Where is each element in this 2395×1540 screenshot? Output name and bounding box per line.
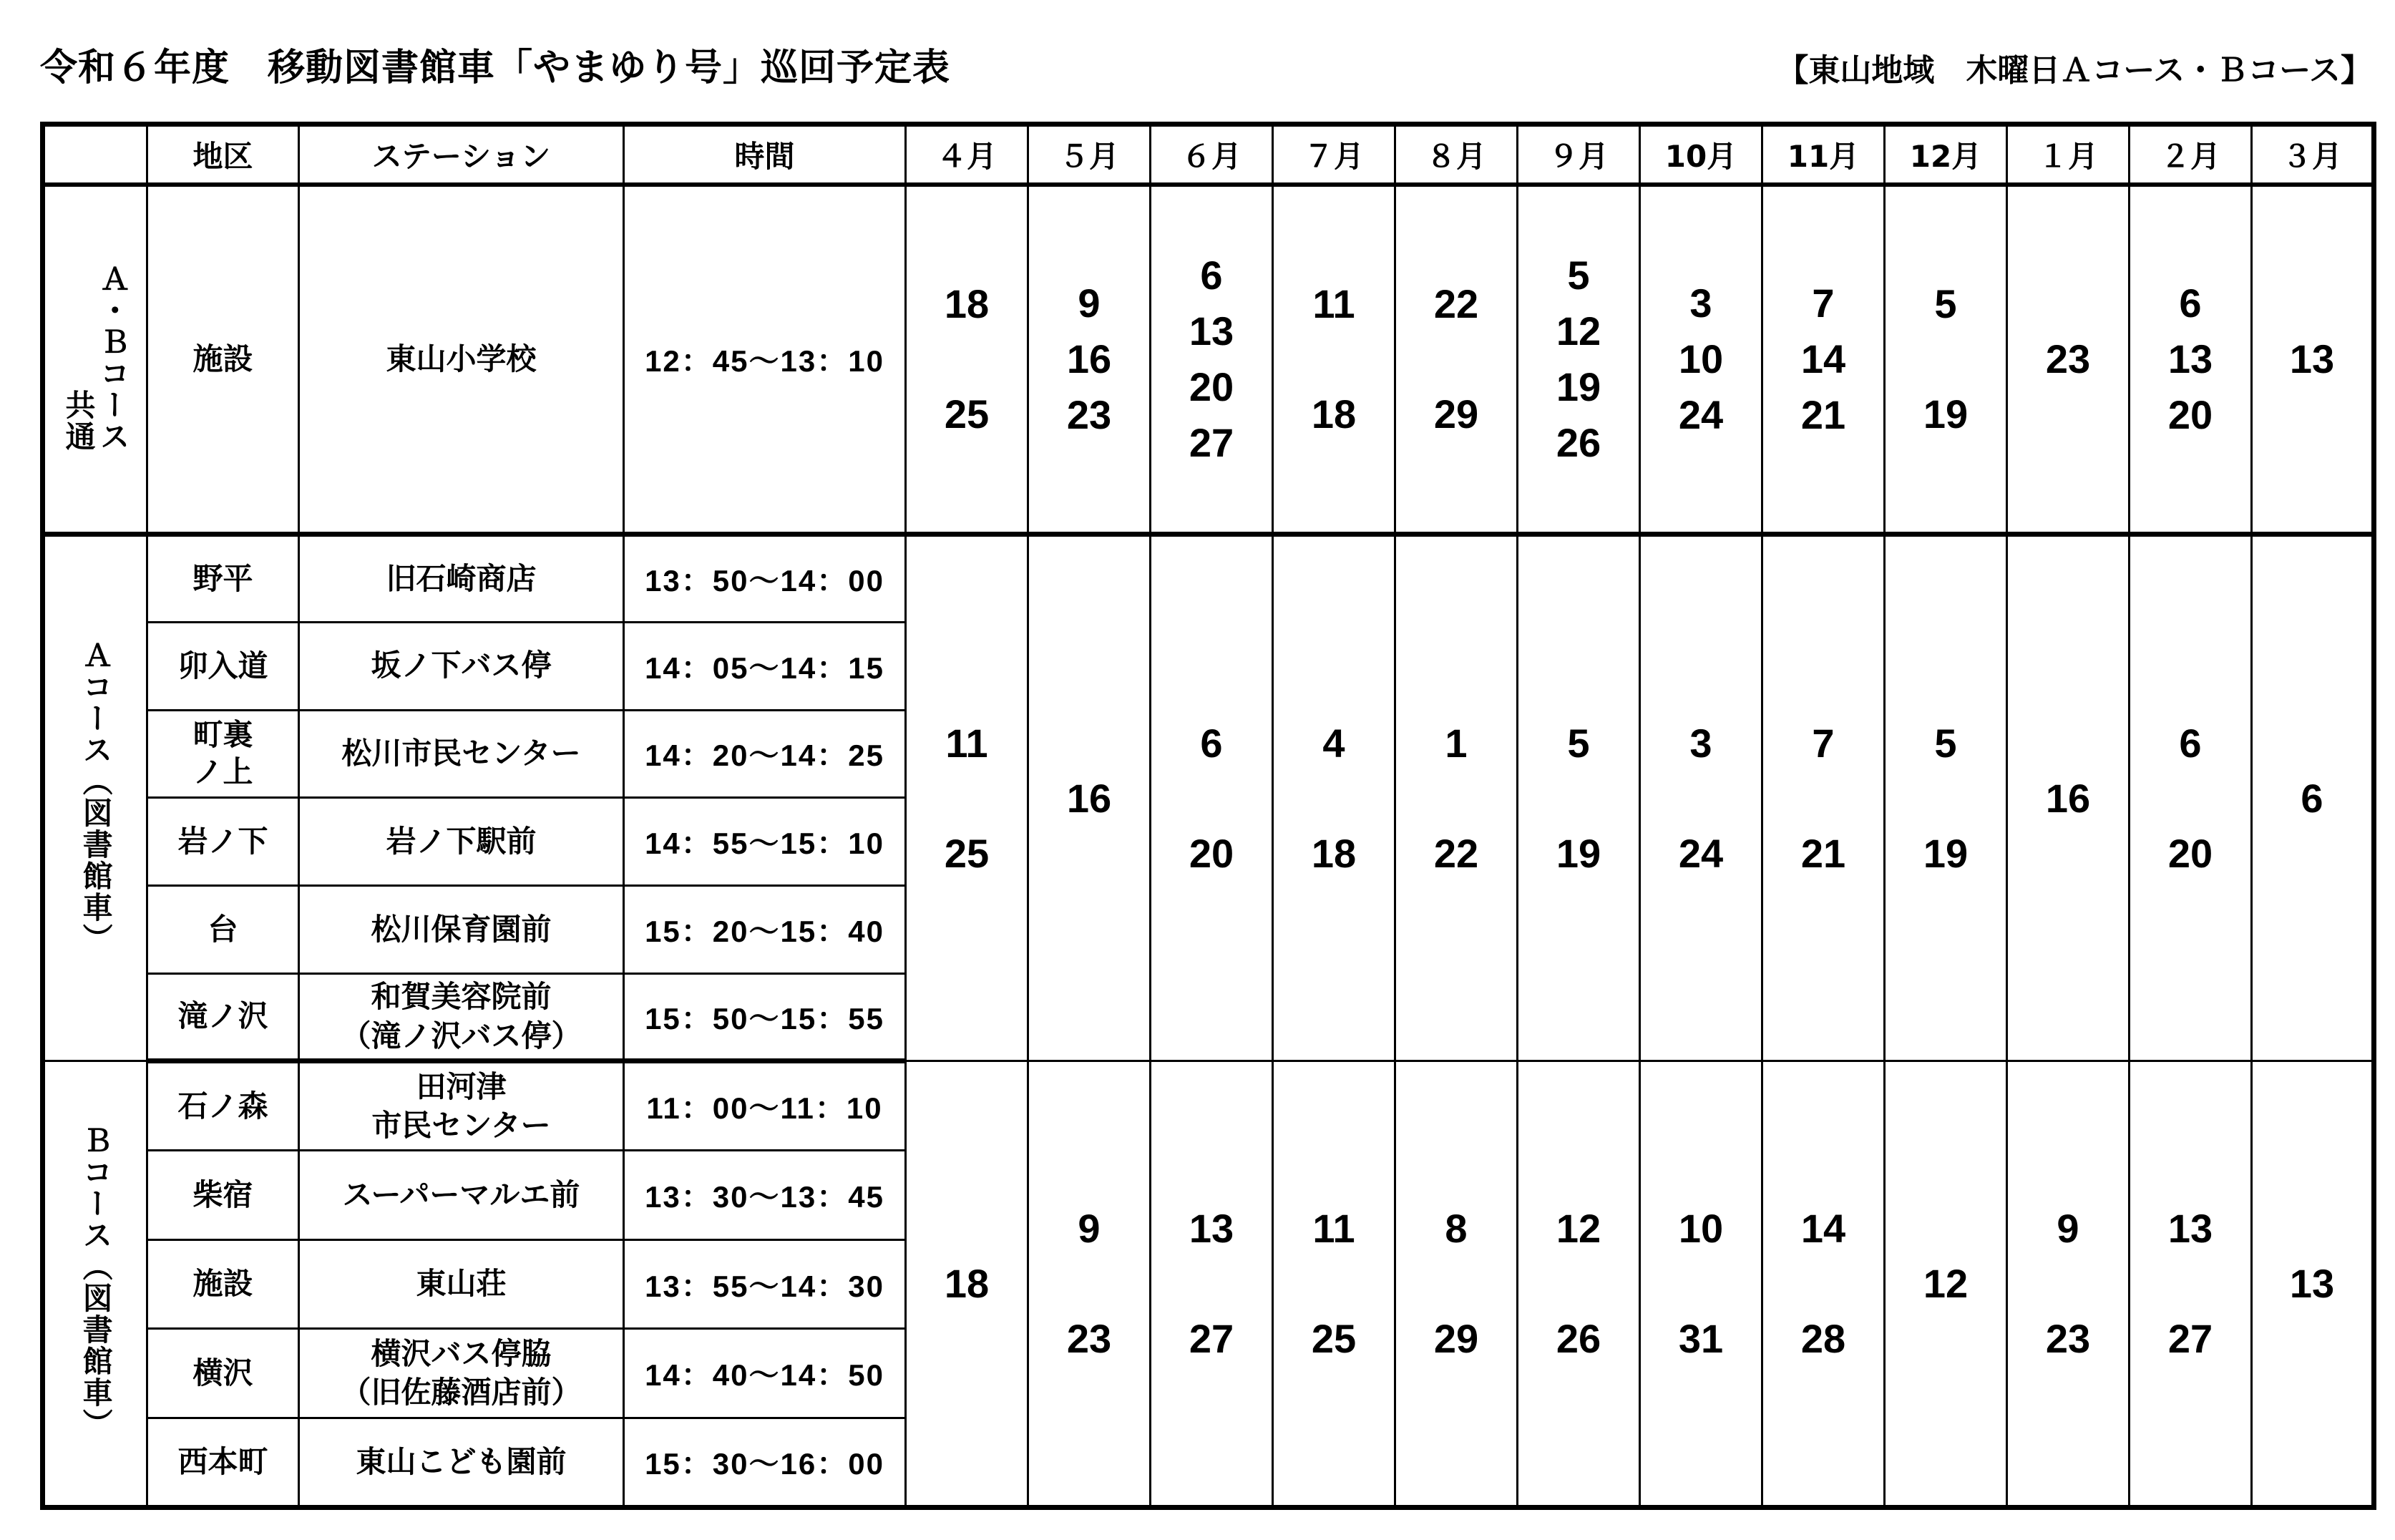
date-list — [2253, 1256, 2371, 1312]
course_b-month-dates — [1640, 1061, 1762, 1508]
date-value: 24 — [1678, 392, 1724, 438]
district-cell: 西本町 — [147, 1418, 299, 1508]
date-value: 20 — [1189, 364, 1234, 410]
time-cell: 13：30〜13：45 — [624, 1151, 906, 1240]
header-district: 地区 — [147, 125, 299, 185]
date-value: 20 — [2167, 830, 2213, 876]
date-value: 5 — [1567, 253, 1590, 298]
course_a-month-dates — [1395, 535, 1518, 1061]
station-cell: 旧石崎商店 — [299, 535, 624, 623]
station-cell: 坂ノ下バス停 — [299, 622, 624, 710]
time-cell: 13：55〜14：30 — [624, 1239, 906, 1329]
course_a-month-dates — [2130, 535, 2252, 1061]
date-list — [1029, 1201, 1149, 1367]
common-month-dates — [1395, 185, 1518, 535]
date-value: 22 — [1433, 281, 1479, 327]
date-list — [1518, 248, 1639, 471]
common-month-dates — [1762, 185, 1885, 535]
course_b-month-dates — [1885, 1061, 2007, 1508]
course_a-month-dates — [1762, 535, 1885, 1061]
district-cell: 卯入道 — [147, 622, 299, 710]
common-month-dates — [1518, 185, 1640, 535]
date-value: 18 — [1311, 391, 1357, 437]
date-list — [1151, 248, 1272, 471]
date-value: 11 — [945, 720, 988, 766]
date-value: 31 — [1678, 1315, 1724, 1361]
time-cell: 14：05〜14：15 — [624, 622, 906, 710]
date-list — [907, 276, 1027, 442]
date-list — [2253, 331, 2371, 387]
date-list — [1763, 276, 1883, 443]
date-value: 23 — [1066, 1315, 1112, 1361]
time-cell: 14：40〜14：50 — [624, 1329, 906, 1418]
date-value: 12 — [1923, 1260, 1969, 1306]
date-value: 5 — [1567, 720, 1590, 766]
date-value: 27 — [1189, 420, 1234, 466]
station-cell: 和賀美容院前 （滝ノ沢バス停） — [299, 973, 624, 1061]
date-list — [1886, 716, 2006, 882]
course_a-month-dates — [2252, 535, 2374, 1061]
header-month: ９月 — [1518, 125, 1640, 185]
header-time: 時間 — [624, 125, 906, 185]
date-value: 24 — [1678, 830, 1724, 876]
common-time: 12：45〜13：10 — [624, 185, 906, 535]
station-cell: 横沢バス停脇 （旧佐藤酒店前） — [299, 1329, 624, 1418]
date-value: 9 — [2057, 1205, 2079, 1251]
header-month: 11月 — [1762, 125, 1885, 185]
date-list — [1518, 716, 1639, 882]
date-list — [1274, 1201, 1394, 1367]
time-cell: 13：50〜14：00 — [624, 535, 906, 623]
header-month: ４月 — [906, 125, 1028, 185]
date-list — [1151, 716, 1272, 882]
header-corner — [43, 125, 147, 185]
date-value: 19 — [1923, 391, 1969, 437]
date-list — [2130, 716, 2250, 882]
date-list — [2130, 276, 2250, 443]
date-value: 6 — [1200, 720, 1223, 766]
date-value: 5 — [1934, 720, 1957, 766]
time-cell: 15：30〜16：00 — [624, 1418, 906, 1508]
date-value: 3 — [1689, 720, 1712, 766]
date-list — [1886, 276, 2006, 442]
district-cell: 岩ノ下 — [147, 798, 299, 886]
course_b-month-dates — [1028, 1061, 1151, 1508]
date-value: 28 — [1800, 1315, 1846, 1361]
date-value: 12 — [1556, 308, 1601, 354]
date-value: 19 — [1556, 830, 1601, 876]
time-cell: 15：20〜15：40 — [624, 886, 906, 974]
station-cell: 東山荘 — [299, 1239, 624, 1329]
date-value: 23 — [1066, 392, 1112, 438]
course_b-month-dates — [1273, 1061, 1395, 1508]
date-value: 18 — [944, 281, 990, 327]
date-value: 13 — [2289, 1260, 2335, 1306]
course_a-month-dates — [1151, 535, 1273, 1061]
date-value: 20 — [2167, 392, 2213, 438]
date-value: 6 — [2179, 281, 2202, 326]
date-list — [1274, 276, 1394, 442]
date-value: 9 — [1078, 281, 1101, 326]
date-value: 25 — [944, 830, 990, 876]
header-month: ６月 — [1151, 125, 1273, 185]
course_a-month-dates — [2007, 535, 2130, 1061]
time-cell: 14：55〜15：10 — [624, 798, 906, 886]
course_b-station-row — [43, 1061, 2374, 1151]
course_b-month-dates — [1762, 1061, 1885, 1508]
station-cell: 東山こども園前 — [299, 1418, 624, 1508]
course_a-month-dates — [1273, 535, 1395, 1061]
date-list — [1641, 716, 1761, 882]
date-value: 6 — [2301, 775, 2323, 821]
date-list — [1396, 716, 1516, 882]
date-value: 6 — [2179, 720, 2202, 766]
date-value: 14 — [1800, 336, 1846, 382]
common-month-dates — [2252, 185, 2374, 535]
station-cell: スーパーマルエ前 — [299, 1151, 624, 1240]
header-month: ８月 — [1395, 125, 1518, 185]
header-month: ７月 — [1273, 125, 1395, 185]
common-course-label-cell — [43, 185, 147, 535]
header-month: ２月 — [2130, 125, 2252, 185]
station-cell: 松川保育園前 — [299, 886, 624, 974]
station-cell: 岩ノ下駅前 — [299, 798, 624, 886]
common-month-dates — [1885, 185, 2007, 535]
date-list — [1274, 716, 1394, 882]
date-value: 10 — [1678, 1205, 1724, 1251]
header-row — [43, 125, 2374, 185]
date-value: 8 — [1445, 1205, 1468, 1251]
page-subtitle: 【東山地域 木曜日Ａコース・Ｂコース】 — [1777, 52, 2372, 89]
date-value: 18 — [944, 1260, 990, 1306]
date-value: 16 — [2045, 775, 2091, 821]
common-month-dates — [906, 185, 1028, 535]
date-list — [1151, 1201, 1272, 1367]
course_b-month-dates — [906, 1061, 1028, 1508]
common-month-dates — [1151, 185, 1273, 535]
page-title: 令和６年度 移動図書館車「やまゆり号」巡回予定表 — [40, 47, 951, 89]
date-value: 21 — [1800, 392, 1846, 438]
date-list — [2008, 771, 2128, 827]
date-value: 16 — [1066, 775, 1112, 821]
common-course-label-col1: Ａ・Ｂコース — [95, 263, 131, 453]
date-value: 11 — [1312, 281, 1355, 327]
date-value: 22 — [1433, 830, 1479, 876]
date-list — [1029, 771, 1149, 827]
course_a-month-dates — [1028, 535, 1151, 1061]
district-cell: 野平 — [147, 535, 299, 623]
date-value: 4 — [1322, 720, 1345, 766]
date-list — [1029, 276, 1149, 443]
date-value: 14 — [1800, 1205, 1846, 1251]
date-list — [907, 716, 1027, 882]
date-list — [1763, 1201, 1883, 1367]
course_a-course-label-cell — [43, 535, 147, 1061]
date-value: 29 — [1433, 391, 1479, 437]
course_b-month-dates — [1518, 1061, 1640, 1508]
date-value: 25 — [1311, 1315, 1357, 1361]
common-month-dates — [1028, 185, 1151, 535]
date-value: 13 — [2289, 336, 2335, 382]
date-value: 18 — [1311, 830, 1357, 876]
course_a-month-dates — [1885, 535, 2007, 1061]
course_a-course-label: Ａコース（図書館車） — [78, 639, 114, 955]
course_b-course-label-cell — [43, 1061, 147, 1508]
header-month: 10月 — [1640, 125, 1762, 185]
header-month: ５月 — [1028, 125, 1151, 185]
date-value: 20 — [1189, 830, 1234, 876]
date-list — [1518, 1201, 1639, 1367]
common-station: 東山小学校 — [299, 185, 624, 535]
date-value: 7 — [1812, 720, 1835, 766]
date-value: 27 — [2167, 1315, 2213, 1361]
date-value: 13 — [1189, 308, 1234, 354]
date-list — [2130, 1201, 2250, 1367]
common-course-label-col2: 共通 — [61, 389, 97, 453]
date-list — [2253, 771, 2371, 827]
time-cell: 11：00〜11：10 — [624, 1061, 906, 1151]
date-value: 26 — [1556, 1315, 1601, 1361]
date-value: 21 — [1800, 830, 1846, 876]
date-value: 25 — [944, 391, 990, 437]
course_a-month-dates — [1518, 535, 1640, 1061]
date-value: 3 — [1689, 281, 1712, 326]
header-month: １月 — [2007, 125, 2130, 185]
course_b-month-dates — [2252, 1061, 2374, 1508]
date-value: 19 — [1923, 830, 1969, 876]
date-value: 6 — [1200, 253, 1223, 298]
date-value: 29 — [1433, 1315, 1479, 1361]
date-value: 12 — [1556, 1205, 1601, 1251]
course_b-course-label: Ｂコース（図書館車） — [78, 1124, 114, 1440]
date-list — [1641, 1201, 1761, 1367]
date-value: 23 — [2045, 336, 2091, 382]
date-list — [1763, 716, 1883, 882]
course_a-month-dates — [906, 535, 1028, 1061]
common-row — [43, 185, 2374, 535]
date-list — [1886, 1256, 2006, 1312]
district-cell: 石ノ森 — [147, 1061, 299, 1151]
date-value: 10 — [1678, 336, 1724, 382]
date-value: 9 — [1078, 1205, 1101, 1251]
date-value: 27 — [1189, 1315, 1234, 1361]
district-cell: 施設 — [147, 1239, 299, 1329]
date-value: 13 — [2167, 336, 2213, 382]
date-list — [907, 1256, 1027, 1312]
header-month: 12月 — [1885, 125, 2007, 185]
header-station: ステーション — [299, 125, 624, 185]
date-value: 23 — [2045, 1315, 2091, 1361]
course_a-month-dates — [1640, 535, 1762, 1061]
station-cell: 松川市民センター — [299, 710, 624, 798]
station-cell: 田河津 市民センター — [299, 1061, 624, 1151]
date-list — [1396, 1201, 1516, 1367]
district-cell: 台 — [147, 886, 299, 974]
common-month-dates — [2007, 185, 2130, 535]
course_b-month-dates — [2130, 1061, 2252, 1508]
course_b-month-dates — [1395, 1061, 1518, 1508]
district-cell: 柴宿 — [147, 1151, 299, 1240]
date-value: 11 — [1312, 1205, 1355, 1251]
date-value: 13 — [1189, 1205, 1234, 1251]
date-value: 1 — [1445, 720, 1468, 766]
course_b-month-dates — [2007, 1061, 2130, 1508]
date-list — [2008, 1201, 2128, 1367]
time-cell: 15：50〜15：55 — [624, 973, 906, 1061]
date-list — [2008, 331, 2128, 387]
course_a-station-row — [43, 535, 2374, 623]
date-value: 19 — [1556, 364, 1601, 410]
common-month-dates — [1273, 185, 1395, 535]
common-month-dates — [2130, 185, 2252, 535]
date-value: 26 — [1556, 420, 1601, 466]
time-cell: 14：20〜14：25 — [624, 710, 906, 798]
schedule-table — [40, 122, 2376, 1510]
district-cell: 滝ノ沢 — [147, 973, 299, 1061]
date-value: 7 — [1812, 281, 1835, 326]
district-cell: 町裏 ノ上 — [147, 710, 299, 798]
date-list — [1641, 276, 1761, 443]
date-value: 13 — [2167, 1205, 2213, 1251]
common-month-dates — [1640, 185, 1762, 535]
header-month: ３月 — [2252, 125, 2374, 185]
date-list — [1396, 276, 1516, 442]
course_b-month-dates — [1151, 1061, 1273, 1508]
date-value: 16 — [1066, 336, 1112, 382]
date-value: 5 — [1934, 281, 1957, 327]
district-cell: 横沢 — [147, 1329, 299, 1418]
common-district: 施設 — [147, 185, 299, 535]
